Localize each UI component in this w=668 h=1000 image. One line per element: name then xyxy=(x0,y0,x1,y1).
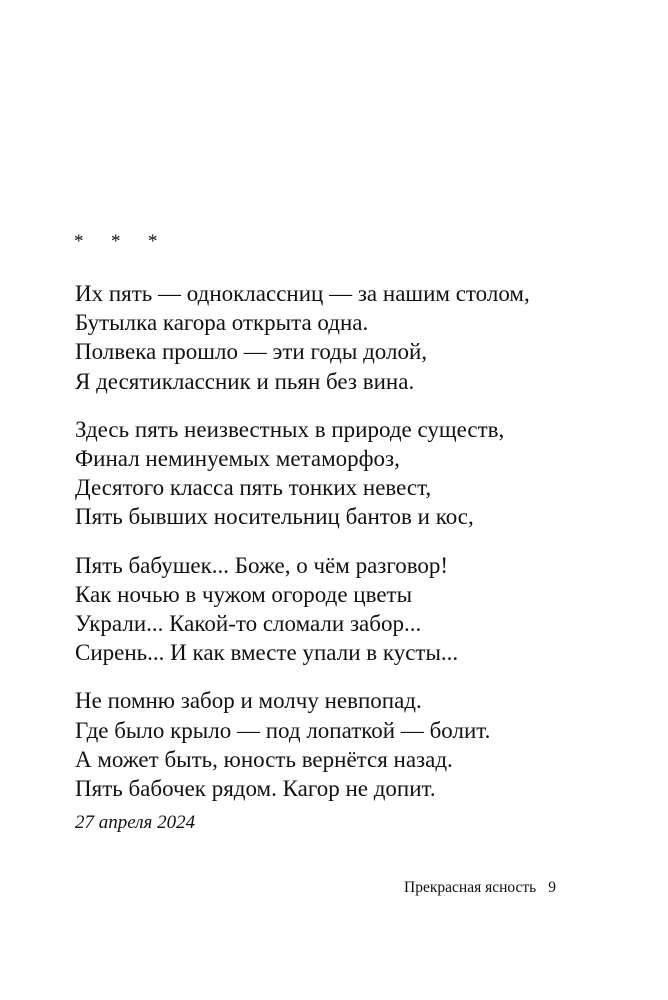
section-separator xyxy=(74,231,185,253)
page-number: 9 xyxy=(548,879,556,896)
poem-date: 27 апреля 2024 xyxy=(75,812,196,834)
poem-line: Их пять — одноклассниц — за нашим столом, xyxy=(75,281,530,306)
poem-line: Как ночью в чужом огороде цветы xyxy=(75,581,413,607)
poem-line: Финал неминуемых метаморфоз, xyxy=(75,446,400,472)
asterisk: * xyxy=(74,231,84,252)
poem-line: Сирень... И как вместе упали в кусты... xyxy=(75,640,459,666)
poem-line: Не помню забор и молчу невпопад. xyxy=(75,688,422,714)
asterisk: * xyxy=(111,231,121,252)
running-title: Прекрасная ясность xyxy=(404,879,537,896)
asterisk: * xyxy=(148,231,158,252)
poem-line: Где было крыло — под лопаткой — болит. xyxy=(75,717,491,743)
stanza-1 xyxy=(75,279,635,396)
poem xyxy=(75,279,635,835)
stanza-4 xyxy=(75,686,635,803)
poem-line: Я десятиклассник и пьян без вина. xyxy=(75,368,415,394)
poem-line: А может быть, юность вернётся назад. xyxy=(75,746,453,772)
poem-line: Пять бывших носительниц бантов и кос, xyxy=(75,504,474,530)
page-footer xyxy=(404,879,556,897)
poem-line: Пять бабочек рядом. Кагор не допит. xyxy=(75,776,436,802)
poem-line: Десятого класса пять тонких невест, xyxy=(75,475,432,501)
stanza-3 xyxy=(75,551,635,668)
poem-line: Украли... Какой-то сломали забор... xyxy=(75,611,422,637)
poem-line: Бутылка кагора открыта одна. xyxy=(75,310,369,336)
stanza-2 xyxy=(75,415,635,532)
poem-line: Здесь пять неизвестных в природе существ, xyxy=(75,416,505,442)
poem-line: Пять бабушек... Боже, о чём разговор! xyxy=(75,552,449,578)
poem-line: Полвека прошло — эти годы долой, xyxy=(75,339,428,365)
